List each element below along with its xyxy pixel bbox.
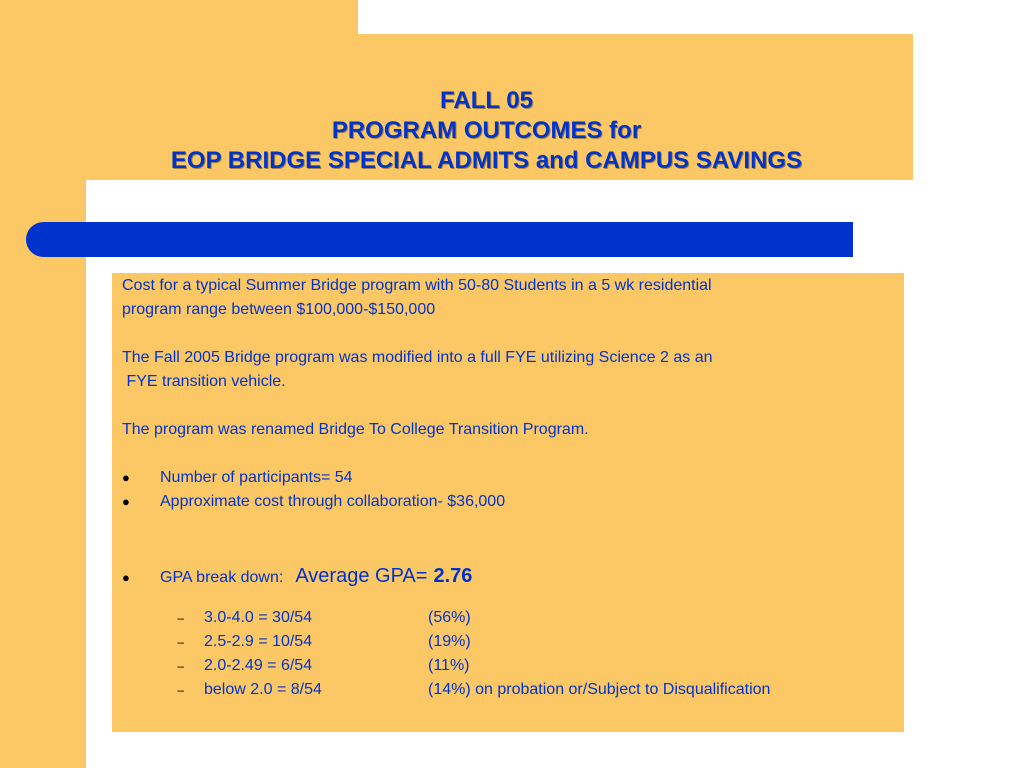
bullet-icon: ●	[122, 494, 130, 509]
gpa-label: GPA break down:	[160, 569, 284, 586]
dash-icon: –	[177, 659, 184, 673]
gpa-range: 3.0-4.0 = 30/54	[204, 609, 313, 626]
paragraph-fye-line-2: FYE transition vehicle.	[122, 373, 286, 390]
dash-icon: –	[177, 611, 184, 625]
gpa-average-label: Average GPA=	[295, 565, 428, 587]
list-item	[122, 678, 902, 702]
list-item	[122, 490, 902, 514]
bullet-icon: ●	[122, 570, 130, 585]
slide-title	[0, 86, 973, 176]
bullet-icon: ●	[122, 470, 130, 485]
bullet-participants: Number of participants= 54	[160, 469, 353, 486]
list-item	[122, 630, 902, 654]
top-accent-block	[0, 0, 358, 34]
dash-icon: –	[177, 683, 184, 697]
gpa-percent: (19%)	[428, 633, 471, 650]
divider-bar	[26, 222, 853, 257]
bullet-cost: Approximate cost through collaboration- $36,000	[160, 493, 506, 510]
gpa-breakdown-list	[122, 606, 902, 702]
dash-icon: –	[177, 635, 184, 649]
title-line-2: PROGRAM OUTCOMES for	[331, 117, 642, 144]
gpa-range: 2.0-2.49 = 6/54	[204, 657, 313, 674]
gpa-percent: (56%)	[428, 609, 471, 626]
list-item	[122, 606, 902, 630]
gpa-range: below 2.0 = 8/54	[204, 681, 322, 698]
list-item	[122, 654, 902, 678]
gpa-percent: (11%)	[428, 657, 470, 674]
content-text	[122, 274, 902, 702]
paragraph-cost-line-2: program range between $100,000-$150,000	[122, 301, 436, 318]
gpa-percent: (14%) on probation or/Subject to Disqualification	[428, 681, 771, 698]
paragraph-renamed: The program was renamed Bridge To College Transition Program.	[122, 421, 589, 438]
gpa-range: 2.5-2.9 = 10/54	[204, 633, 313, 650]
title-line-3: EOP BRIDGE SPECIAL ADMITS and CAMPUS SAVINGS	[170, 147, 803, 174]
gpa-average-value: 2.76	[433, 565, 473, 587]
list-item	[122, 564, 902, 590]
title-line-1: FALL 05	[440, 87, 533, 114]
paragraph-fye-line-1: The Fall 2005 Bridge program was modified into a full FYE utilizing Science 2 as an	[122, 349, 713, 366]
paragraph-cost-line-1: Cost for a typical Summer Bridge program with 50-80 Students in a 5 wk residential	[122, 277, 712, 294]
list-item	[122, 466, 902, 490]
